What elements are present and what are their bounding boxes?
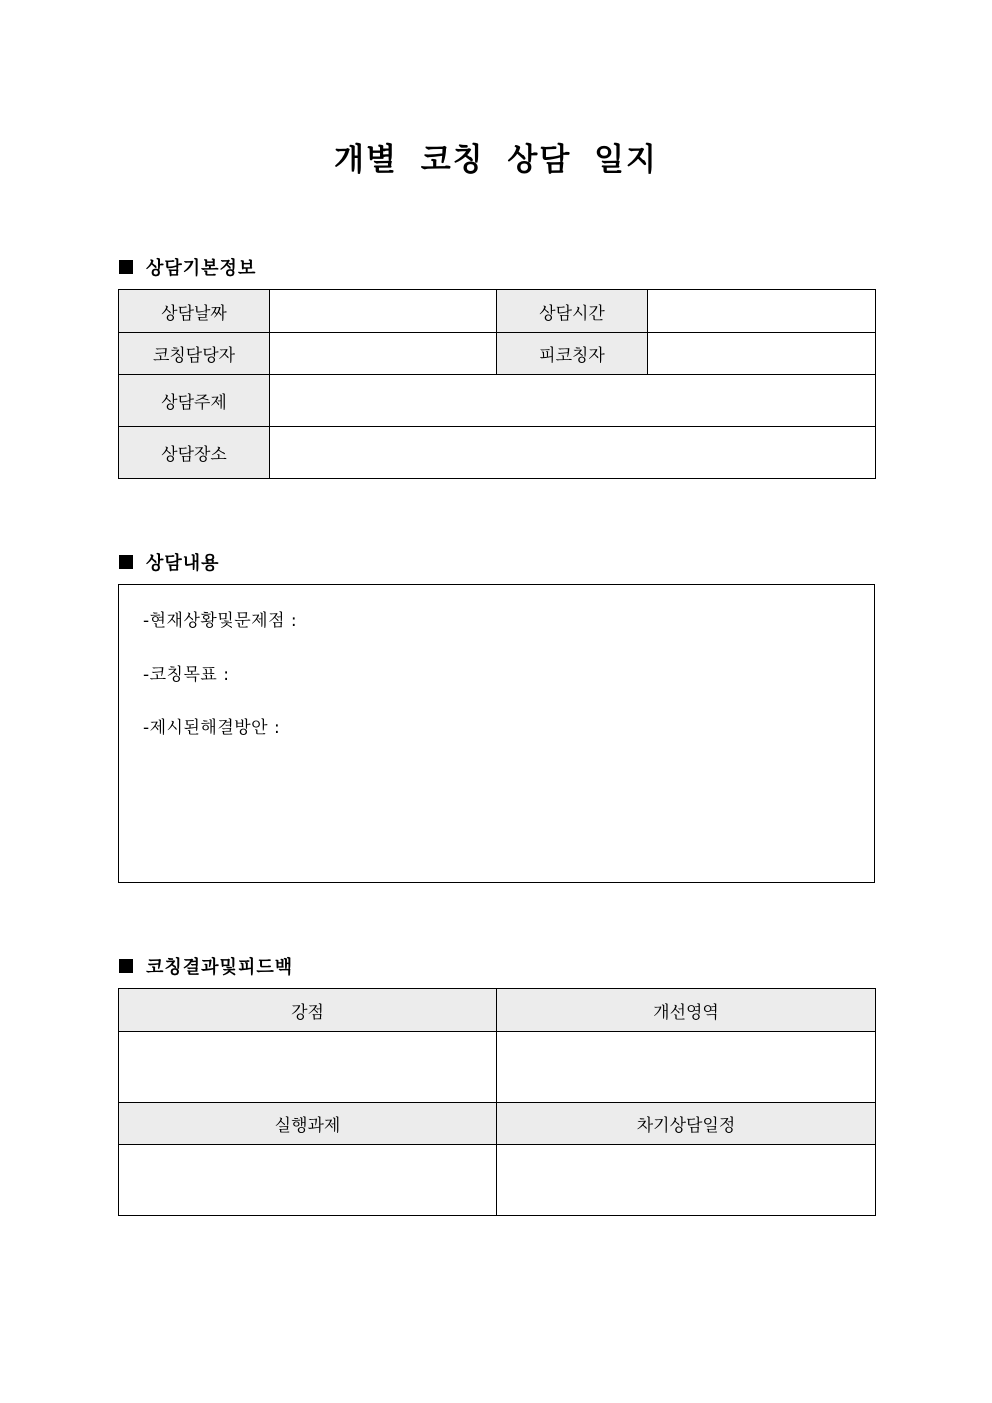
time-field[interactable]	[648, 290, 876, 333]
date-field[interactable]	[270, 290, 497, 333]
topic-field[interactable]	[270, 375, 876, 427]
topic-label: 상담주제	[119, 375, 270, 427]
strengths-field[interactable]	[119, 1032, 497, 1103]
square-bullet-icon	[119, 260, 133, 274]
action-field[interactable]	[119, 1145, 497, 1216]
square-bullet-icon	[119, 959, 133, 973]
basic-info-table	[118, 289, 876, 479]
content-box[interactable]	[118, 584, 875, 883]
date-label: 상담날짜	[119, 290, 270, 333]
content-heading-label: 상담내용	[146, 553, 220, 574]
place-field[interactable]	[270, 427, 876, 479]
results-heading-label: 코칭결과및피드백	[146, 957, 294, 978]
current-situation-line: -현재상황및문제점 :	[143, 611, 298, 631]
coaching-goal-line: -코칭목표 :	[143, 665, 230, 685]
action-label: 실행과제	[119, 1103, 497, 1145]
coach-label: 코칭담당자	[119, 333, 270, 375]
coachee-field[interactable]	[648, 333, 876, 375]
strengths-label: 강점	[119, 989, 497, 1032]
place-label: 상담장소	[119, 427, 270, 479]
improvement-field[interactable]	[497, 1032, 876, 1103]
next-session-label: 차기상담일정	[497, 1103, 876, 1145]
time-label: 상담시간	[497, 290, 648, 333]
coachee-label: 피코칭자	[497, 333, 648, 375]
next-session-field[interactable]	[497, 1145, 876, 1216]
basic-info-heading-label: 상담기본정보	[146, 258, 257, 279]
basic-info-heading	[119, 254, 256, 280]
proposed-solution-line: -제시된해결방안 :	[143, 718, 281, 738]
page-title: 개별 코칭 상담 일지	[334, 142, 658, 178]
results-table	[118, 988, 876, 1216]
coach-field[interactable]	[270, 333, 497, 375]
improvement-label: 개선영역	[497, 989, 876, 1032]
content-heading	[119, 549, 220, 575]
results-heading	[119, 953, 293, 979]
square-bullet-icon	[119, 555, 133, 569]
